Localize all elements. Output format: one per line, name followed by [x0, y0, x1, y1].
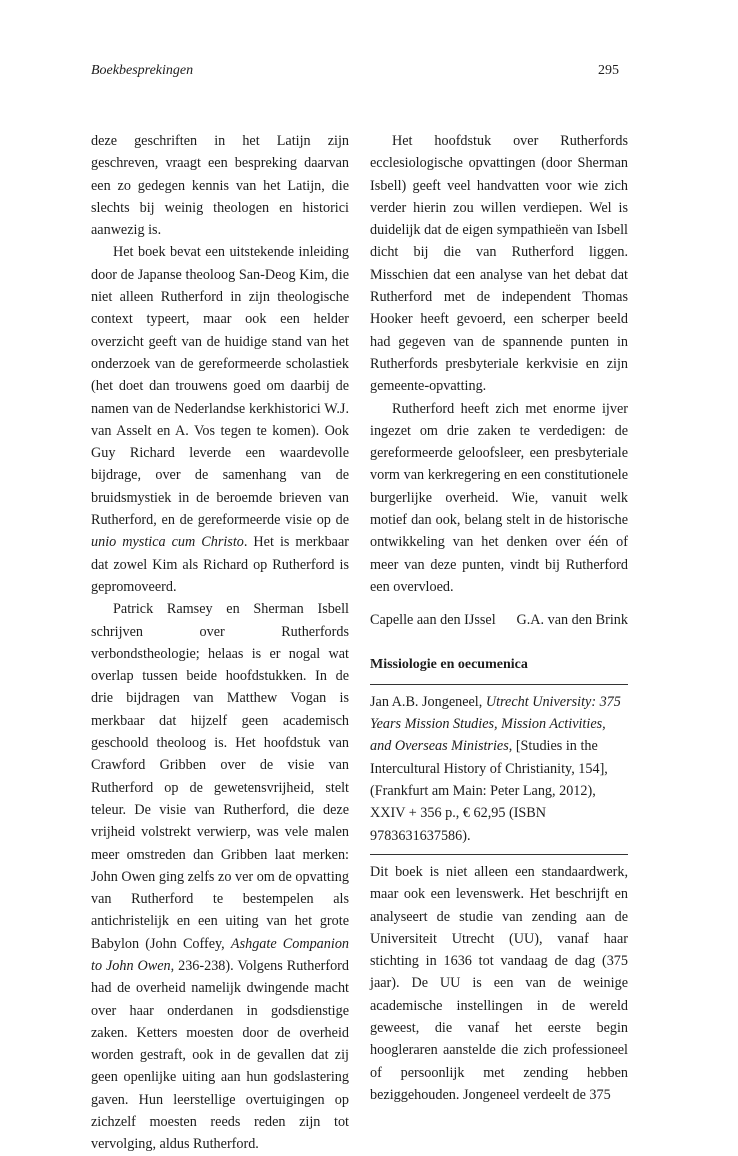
paragraph-text: Het boek bevat een uitstekende inleiding door de Japanse theoloog San-Deog Kim, die niet alleen Rutherford in zijn theologische context typeert, maar ook een helder overzicht geeft van de huidige stand van het onderzoek van de gereformeerde scholastiek (het doet dan trouwens goed om daarbij de namen van de Nederlandse kerkhistorici W.J. van Asselt en A. Vos tegen te komen). Ook Guy Richard leverde een waardevolle bijdrage, over de samenhang van de bruidsmystiek in de beroemde brieven van Rutherford, en de gereformeerde visie op de: [91, 244, 349, 529]
paragraph-text: . Het is merkbaar dat zowel Kim als Richard op Rutherford is gepromoveerd.: [91, 534, 349, 595]
biblio-details: , [Studies in the Intercultural History of Christianity, 154], (Frankfurt am Main: Peter Lang, 2012), XXIV + 356 p., € 62,95 (ISBN 9783631637586).: [370, 738, 608, 844]
paragraph: deze geschriften in het Latijn zijn geschreven, vraagt een bespreking daarvan een zo gedegen kennis van het Latijn, die slechts bij weinig theologen en historici aanwezig is.: [91, 133, 349, 239]
paragraph: [91, 598, 349, 1155]
right-column: [370, 130, 628, 1106]
signature-place: Capelle aan den IJssel: [370, 612, 496, 629]
paragraph: Rutherford heeft zich met enorme ijver ingezet om drie zaken te verdedigen: de gereformeerde geloofsleer, een presbyteriale vorm van kerkregering en een constitutionele burgerlijke overheid. Wie, vanuit welk motief dan ook, belang stelt in de historische ontwikkeling van het denken over één of meer van deze punten, vindt bij Rutherford een overvloed.: [370, 400, 628, 595]
paragraph-text: , 236-238). Volgens Rutherford had de overheid namelijk dwingende macht over haar onderdanen in godsdienstige zaken. Ketters moesten door de overheid worden gestraft, ook in de gevallen dat zij geen openlijke uiting aan hun godslastering gaven. Hun leerstellige overtuigingen op zichzelf moesten reeds reden zijn tot vervolging, aldus Rutherford.: [91, 957, 349, 1153]
divider: [370, 684, 628, 685]
review-signature: [370, 609, 628, 631]
running-header-section: Boekbesprekingen: [91, 63, 194, 78]
bibliographic-entry: [370, 691, 628, 847]
signature-name: G.A. van den Brink: [516, 612, 628, 629]
paragraph-text: Patrick Ramsey en Sherman Isbell schrijven over Rutherfords verbondstheologie; helaas is er nogal wat overlap tussen beide hoofdstukken. In de drie bijdragen van Matthew Vogan is merkbaar dat hijzelf geen academisch geschoold theoloog is. Het hoofdstuk van Crawford Gribben over de visie van Rutherford op de gewetensvrijheid, stelt teleur. De visie van Rutherford, die deze vrijheid volstrekt verwierp, was vele malen meer omstreden dan Gribben laat merken: John Owen ging zelfs zo ver om de opvatting van Rutherford te bestempelen als antichristelijk en een uiting van het grote Babylon (John Coffey,: [91, 601, 349, 952]
biblio-title: Utrecht University: 375 Years Mission Studies, Mission Activities, and Overseas Ministries: [370, 693, 621, 755]
paragraph: Dit boek is niet alleen een standaardwerk, maar ook een levenswerk. Het beschrijft en analyseert de studie van zending aan de Universiteit Utrecht (UU), vanaf haar stichting in 1636 tot vandaag de dag (375 jaar). De UU is een van de weinige academische instellingen in de wereld geweest, die vanaf het eerste begin hoogleraren aanstelde die zich professioneel of persoonlijk met zending hebben beziggehouden. Jongeneel verdeelt de 375: [370, 863, 628, 1103]
biblio-author: Jan A.B. Jongeneel,: [370, 693, 486, 710]
italic-term: unio mystica cum Christo: [91, 534, 244, 551]
paragraph: Het hoofdstuk over Rutherfords ecclesiologische opvattingen (door Sherman Isbell) geeft veel handvatten voor wie zich verder hierin zou willen verdiepen. Wel is duidelijk dat de eigen sympathieën van Isbell dicht bij die van Rutherford liggen. Misschien dat een analyse van het debat dat Rutherford met de independent Thomas Hooker heeft gevoerd, een scherper beeld had gegeven van de spannende punten in Rutherfords presbyteriale kerkvisie en zijn gemeente-opvatting.: [370, 133, 628, 395]
left-column: [91, 130, 349, 1156]
divider: [370, 854, 628, 855]
section-heading: Missiologie en oecumenica: [370, 656, 528, 672]
page-number: 295: [598, 63, 619, 78]
paragraph: [91, 241, 349, 598]
italic-title: Ashgate Companion to John Owen: [91, 935, 350, 974]
